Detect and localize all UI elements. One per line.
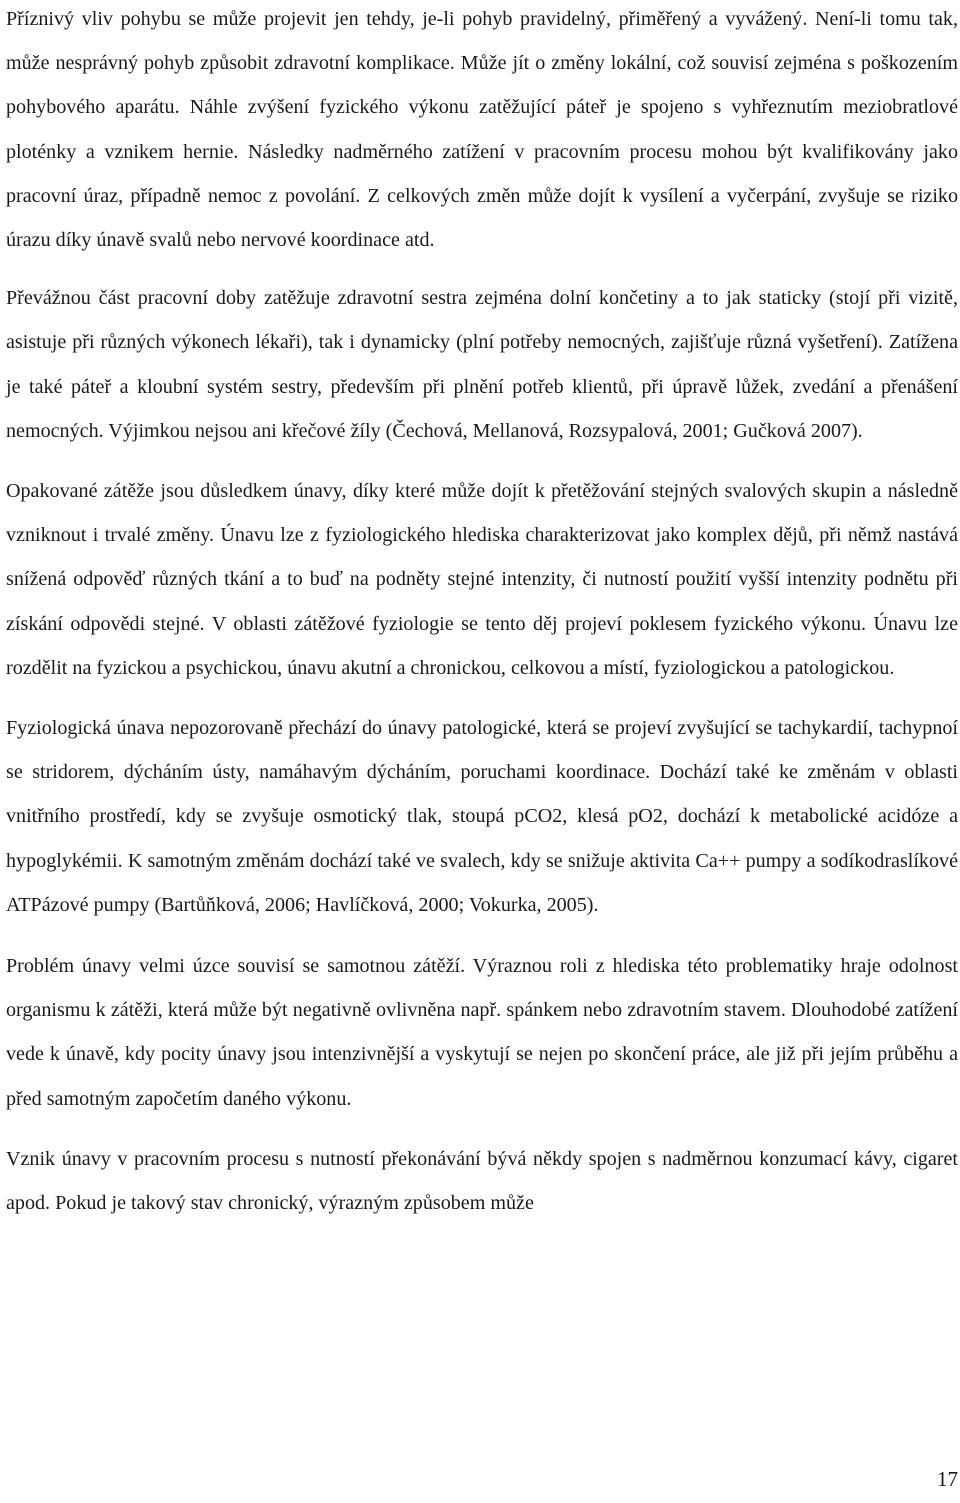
paragraph-fatigue-work-process: Vznik únavy v pracovním procesu s nutností překonávání bývá někdy spojen s nadměrnou konzumací kávy, cigaret apod. Pokud je takový stav chronický, výrazným způsobem může [6, 1147, 958, 1215]
page-number: 17 [937, 1467, 958, 1491]
paragraph-fatigue-and-strain: Problém únavy velmi úzce souvisí se samotnou zátěží. Výraznou roli z hlediska této problematiky hraje odolnost organismu k zátěži, která může být negativně ovlivněna např. spánkem nebo zdravotním stavem. Dlouhodobé zatížení vede k únavě, kdy pocity únavy jsou intenzivnější a vyskytují se nejen po skončení práce, ale již při jejím průběhu a před samotným započetím daného výkonu. [6, 955, 958, 1110]
paragraph-repeated-strain-fatigue: Opakované zátěže jsou důsledkem únavy, díky které může dojít k přetěžování stejných svalových skupin a následně vzniknout i trvalé změny. Únavu lze z fyziologického hlediska charakterizovat jako komplex dějů, při němž nastává snížená odpověď různých tkání a to buď na podněty stejné intenzity, či nutností použití vyšší intenzity podnětu při získání odpovědi stejné. V oblasti zátěžové fyziologie se tento děj projeví poklesem fyzického výkonu. Únavu lze rozdělit na fyzickou a psychickou, únavu akutní a chronickou, celkovou a místí, fyziologickou a patologickou. [6, 480, 958, 679]
paragraph-movement-benefits: Příznivý vliv pohybu se může projevit jen tehdy, je-li pohyb pravidelný, přiměřený a vyvážený. Není-li tomu tak, může nesprávný pohyb způsobit zdravotní komplikace. Může jít o změny lokální, což souvisí zejména s poškozením pohybového aparátu. Náhle zvýšení fyzického výkonu zatěžující páteř je spojeno s vyhřeznutím meziobratlové ploténky a vznikem hernie. Následky nadměrného zatížení v pracovním procesu mohou být kvalifikovány jako pracovní úraz, případně nemoc z povolání. Z celkových změn může dojít k vysílení a vyčerpání, zvyšuje se riziko úrazu díky únavě svalů nebo nervové koordinace atd. [6, 8, 958, 252]
document-page [6, 0, 958, 1225]
paragraph-nurse-workload: Převážnou část pracovní doby zatěžuje zdravotní sestra zejména dolní končetiny a to jak staticky (stojí při vizitě, asistuje při různých výkonech lékaři), tak i dynamicky (plní potřeby nemocných, zajišťuje různá vyšetření). Zatížena je také páteř a kloubní systém sestry, především při plnění potřeb klientů, při úpravě lůžek, zvedání a přenášení nemocných. Výjimkou nejsou ani křečové žíly (Čechová, Mellanová, Rozsypalová, 2001; Gučková 2007). [6, 287, 958, 442]
paragraph-physiological-fatigue: Fyziologická únava nepozorovaně přechází do únavy patologické, která se projeví zvyšující se tachykardií, tachypnoí se stridorem, dýcháním ústy, namáhavým dýcháním, poruchami koordinace. Dochází také ke změnám v oblasti vnitřního prostředí, kdy se zvyšuje osmotický tlak, stoupá pCO2, klesá pO2, dochází k metabolické acidóze a hypoglykémii. K samotným změnám dochází také ve svalech, kdy se snižuje aktivita Ca++ pumpy a sodíkodraslíkové ATPázové pumpy (Bartůňková, 2006; Havlíčková, 2000; Vokurka, 2005). [6, 717, 958, 916]
